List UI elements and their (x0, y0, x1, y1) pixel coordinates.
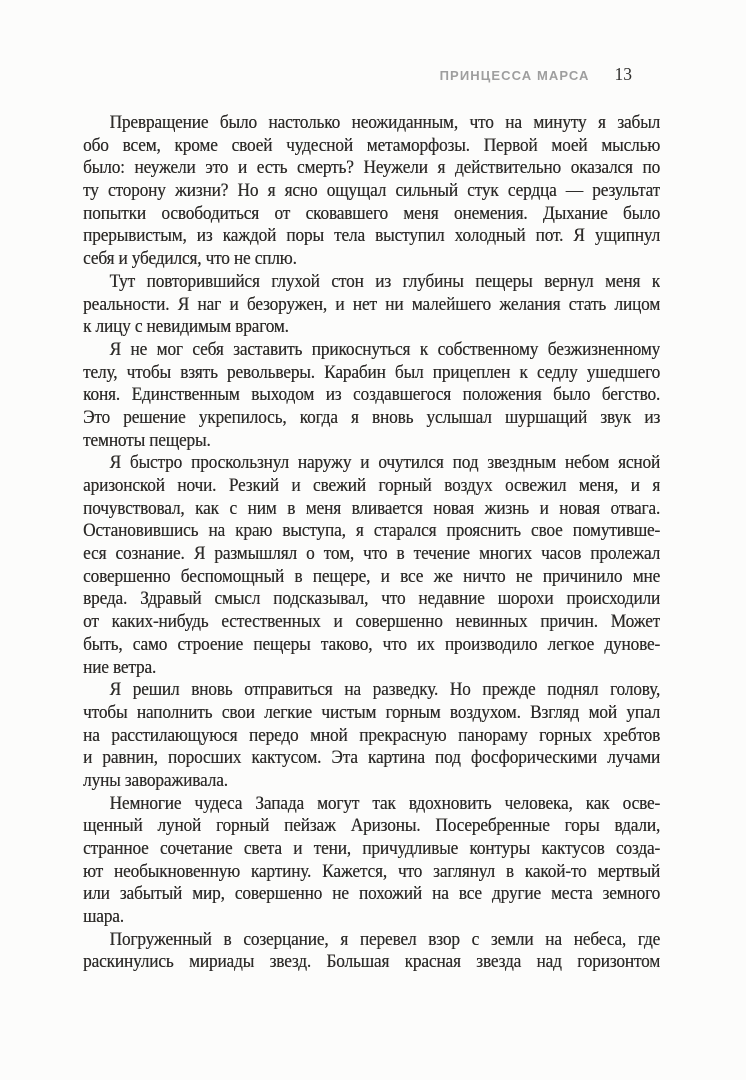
paragraph (83, 271, 660, 339)
text-line: было: неужели это и есть смерть? Неужели я действительно оказался по (83, 157, 661, 179)
text-line: Остановившись на краю выступа, я старался прояснить свое помутивше- (83, 520, 661, 542)
text-line: ту сторону жизни? Но я ясно ощущал сильный стук сердца — результат (83, 180, 661, 202)
page-number: 13 (614, 64, 632, 84)
text-line: Превращение было настолько неожиданным, что на минуту я забыл (109, 112, 661, 133)
text-line: прерывистым, из каждой поры тела выступил холодный пот. Я ущипнул (83, 225, 661, 247)
text-line: темноты пещеры. (83, 429, 211, 451)
text-line: обо всем, кроме своей чудесной метаморфозы. Первой моей мыслью (83, 134, 661, 156)
text-line: быть, само строение пещеры таково, что их производило легкое дунове- (83, 633, 661, 655)
text-line: Я решил вновь отправиться на разведку. Но прежде поднял голову, (109, 679, 661, 701)
text-line: Это решение укрепилось, когда я вновь услышал шуршащий звук из (83, 406, 661, 428)
text-line: совершенно беспомощный в пещере, и все же ничто не причинило мне (83, 565, 661, 587)
paragraph (83, 793, 660, 929)
paragraph (83, 929, 660, 974)
paragraph (83, 452, 660, 679)
text-line: луны завораживала. (83, 769, 228, 791)
text-line: чтобы наполнить свои легкие чистым горным воздухом. Взгляд мой упал (83, 701, 661, 723)
text-line: реальности. Я наг и безоружен, и нет ни малейшего желания стать лицом (83, 293, 661, 315)
text-line: ние ветра. (83, 656, 157, 678)
text-line: ют необыкновенную картину. Кажется, что заглянул в какой-то мертвый (83, 860, 661, 882)
paragraph (83, 679, 660, 792)
text-line: и равнин, поросших кактусом. Эта картина под фосфорическими лучами (83, 747, 661, 769)
text-line: себя и убедился, что не сплю. (83, 248, 297, 270)
running-title: ПРИНЦЕССА МАРСА (439, 68, 590, 83)
text-line: странное сочетание света и тени, причудливые контуры кактусов созда- (83, 838, 661, 859)
text-line: раскинулись мириады звезд. Большая красная звезда над горизонтом (83, 951, 661, 973)
text-line: коня. Единственным выходом из создавшегося положения было бегство. (83, 384, 661, 406)
text-line: попытки освободиться от сковавшего меня онемения. Дыхание было (83, 202, 661, 224)
text-line: телу, чтобы взять револьверы. Карабин был прицеплен к седлу ушедшего (83, 361, 661, 383)
text-line: еся сознание. Я размышлял о том, что в течение многих часов пролежал (83, 543, 661, 565)
text-line: почувствовал, как с ним в меня вливается новая жизнь и новая отвага. (83, 497, 661, 519)
paragraph (83, 112, 660, 271)
text-line: Тут повторившийся глухой стон из глубины пещеры вернул меня к (109, 270, 661, 292)
text-line: на расстилающуюся передо мной прекрасную панораму горных хребтов (83, 724, 661, 746)
text-line: Я не мог себя заставить прикоснуться к собственному безжизненному (109, 338, 661, 360)
text-line: вреда. Здравый смысл подсказывал, что недавние шорохи происходили (83, 588, 661, 610)
page-header (0, 64, 632, 86)
text-line: к лицу с невидимым врагом. (83, 316, 289, 338)
text-line: или забытый мир, совершенно не похожий на все другие места земного (83, 883, 661, 905)
text-line: щенный луной горный пейзаж Аризоны. Посеребренные горы вдали, (83, 815, 661, 837)
text-line: Я быстро проскользнул наружу и очутился под звездным небом ясной (109, 452, 661, 474)
text-line: аризонской ночи. Резкий и свежий горный воздух освежил меня, и я (83, 475, 661, 496)
text-line: от каких-нибудь естественных и совершенно невинных причин. Может (83, 611, 661, 633)
text-line: Погруженный в созерцание, я перевел взор с земли на небеса, где (109, 928, 661, 950)
text-line: шара. (83, 906, 124, 928)
text-block (83, 112, 660, 974)
text-line: Немногие чудеса Запада могут так вдохновить человека, как осве- (109, 792, 661, 814)
paragraph (83, 339, 660, 452)
